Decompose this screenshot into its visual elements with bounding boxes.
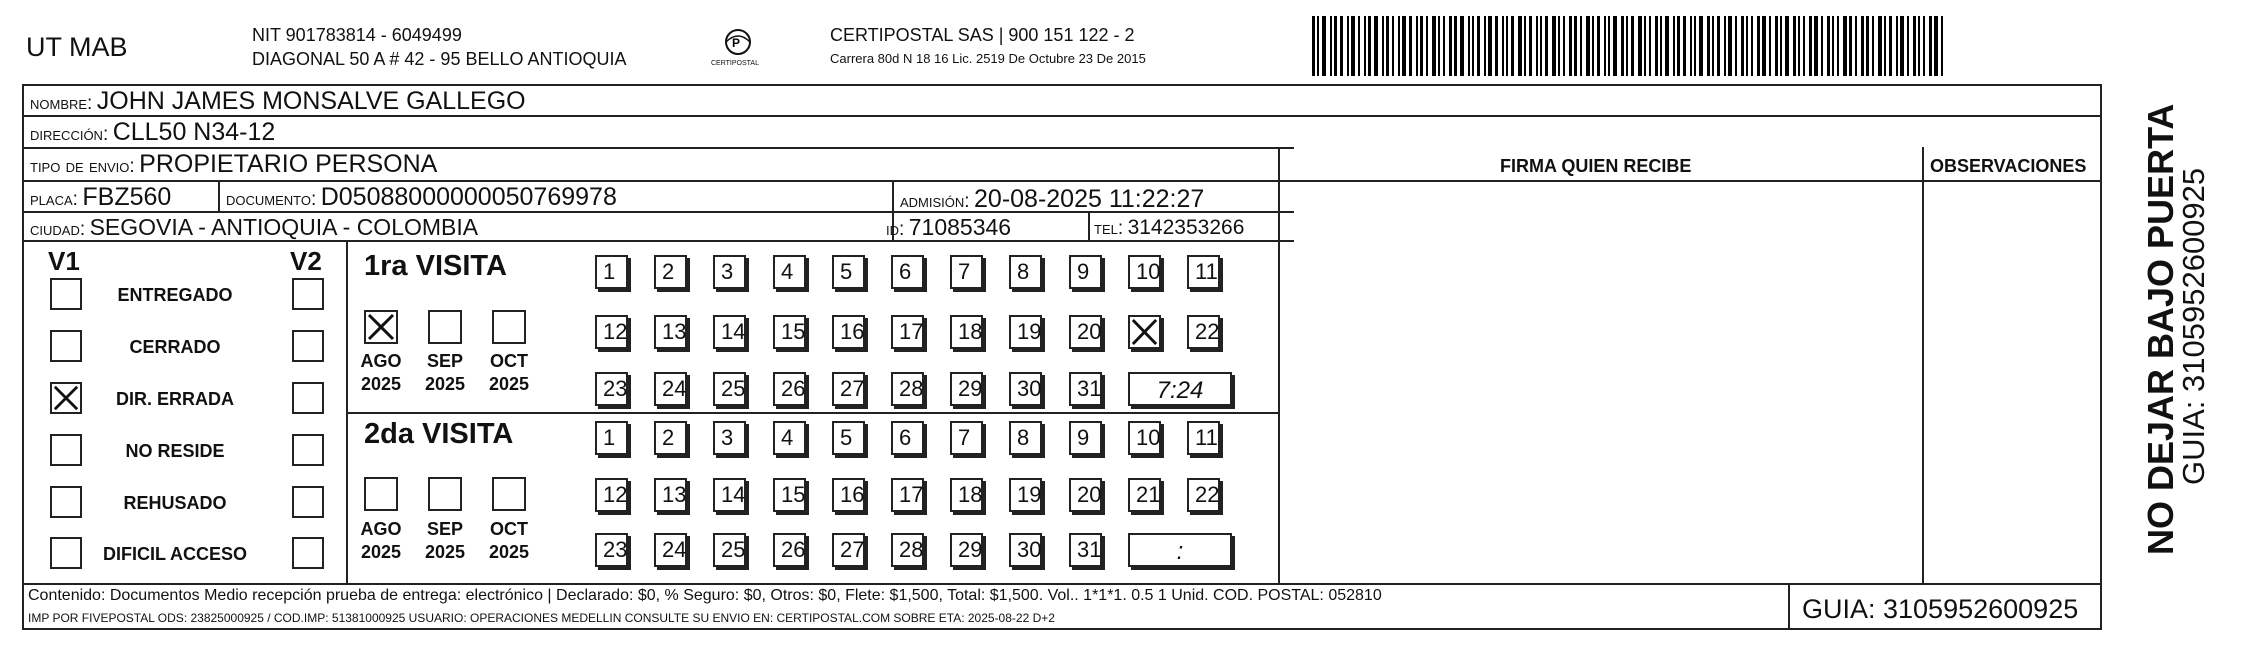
day-box[interactable]: 22 — [1187, 315, 1220, 349]
day-box[interactable]: 5 — [832, 421, 865, 455]
day-box[interactable]: 16 — [832, 478, 865, 512]
barcode-bar — [1746, 16, 1748, 76]
day-box[interactable]: 22 — [1187, 478, 1220, 512]
day-box[interactable]: 14 — [713, 478, 746, 512]
status-v1-checkbox[interactable] — [50, 486, 82, 518]
day-box[interactable]: 3 — [713, 421, 746, 455]
barcode-bar — [1660, 16, 1662, 76]
month-checkbox[interactable] — [364, 477, 398, 511]
documento-label: documento: — [226, 189, 317, 210]
barcode-bar — [1814, 16, 1818, 76]
barcode-bar — [1312, 16, 1315, 76]
barcode-bar — [1563, 16, 1565, 76]
day-box[interactable]: 18 — [950, 315, 983, 349]
visit-time-box[interactable] — [1128, 372, 1232, 406]
admision-row — [900, 187, 1204, 212]
company-nit: NIT 901783814 - 6049499 — [252, 25, 462, 45]
barcode-bar — [1626, 16, 1628, 76]
barcode-bar — [1460, 16, 1464, 76]
barcode-bar — [1809, 16, 1812, 76]
barcode-bar — [1827, 16, 1830, 76]
barcode-bar — [1398, 16, 1400, 76]
tipo-label: tipo de envio: — [30, 156, 135, 177]
barcode-bar — [1374, 16, 1378, 76]
status-v2-checkbox[interactable] — [292, 278, 324, 310]
barcode-bar — [1923, 16, 1925, 76]
barcode-bar — [1929, 16, 1932, 76]
barcode-bar — [1757, 16, 1760, 76]
footer-guia: GUIA: 3105952600925 — [1802, 594, 2079, 624]
barcode-bar — [1798, 16, 1800, 76]
status-v1-checkbox[interactable] — [50, 537, 82, 569]
barcode-bar — [1518, 16, 1522, 76]
day-box[interactable]: 21 — [1128, 478, 1161, 512]
footer-content: Contenido: Documentos Medio recepción prueba de entrega: electrónico | Declarado: $0, % Seguro: $0, Otros: $0, Flete: $1,500, Total: $1,500. Vol.. 1*1*1. 0.5 1 Unid. COD. POSTAL: 052810 — [28, 587, 1382, 604]
day-box[interactable]: 2 — [654, 421, 687, 455]
day-box[interactable]: 5 — [832, 255, 865, 289]
month-year: 2025 — [360, 374, 402, 394]
status-label: ENTREGADO — [117, 285, 233, 305]
v1-header: V1 — [48, 246, 80, 276]
barcode-bar — [1673, 16, 1675, 76]
day-box[interactable]: 18 — [950, 478, 983, 512]
barcode-bar — [1712, 16, 1714, 76]
month-checkbox[interactable] — [364, 310, 398, 344]
barcode-bar — [1724, 16, 1726, 76]
status-label: DIR. ERRADA — [115, 389, 235, 409]
status-label: DIFICIL ACCESO — [102, 544, 248, 564]
admision-label: admisión: — [900, 191, 970, 212]
barcode-bar — [1735, 16, 1737, 76]
documento-value: D05088000000050769978 — [320, 183, 617, 211]
day-box[interactable]: 31 — [1069, 372, 1102, 406]
day-box[interactable]: 2 — [654, 255, 687, 289]
barcode-bar — [1511, 16, 1514, 76]
barcode-bar — [1545, 16, 1548, 76]
barcode-bar — [1677, 16, 1680, 76]
carrier-name: CERTIPOSTAL SAS | 900 151 122 - 2 — [830, 25, 1135, 45]
day-box[interactable]: 13 — [654, 315, 687, 349]
barcode-bar — [1728, 16, 1732, 76]
barcode-bar — [1392, 16, 1394, 76]
day-box[interactable]: 13 — [654, 478, 687, 512]
day-box[interactable]: 26 — [773, 372, 806, 406]
day-box[interactable]: 29 — [950, 533, 983, 567]
barcode-bar — [1631, 16, 1634, 76]
barcode-bar — [1837, 16, 1839, 76]
day-box[interactable]: 8 — [1009, 421, 1042, 455]
visit2-title: 2da VISITA — [364, 418, 514, 450]
barcode-bar — [1793, 16, 1796, 76]
month-label: AGO — [360, 519, 402, 539]
month-year: 2025 — [424, 374, 466, 394]
barcode-bar — [1426, 16, 1428, 76]
status-v2-checkbox[interactable] — [292, 434, 324, 466]
barcode-bar — [1477, 16, 1480, 76]
barcode-bar — [1420, 16, 1423, 76]
ciudad-label: ciudad: — [30, 219, 86, 240]
visit-time-value: 7:24 — [1156, 377, 1204, 404]
month-label: OCT — [490, 519, 528, 539]
day-box[interactable]: 25 — [713, 533, 746, 567]
tel-value: 3142353266 — [1127, 216, 1245, 239]
barcode-bar — [1699, 16, 1703, 76]
tipo-row — [30, 152, 437, 177]
day-box[interactable]: 7 — [950, 255, 983, 289]
month-year: 2025 — [424, 542, 466, 562]
barcode-bar — [1484, 16, 1486, 76]
placa-label: placa: — [30, 189, 78, 210]
visit1-title: 1ra VISITA — [364, 250, 507, 282]
barcode-bar — [1386, 16, 1389, 76]
day-box[interactable]: 19 — [1009, 478, 1042, 512]
barcode-bar — [1569, 16, 1572, 76]
status-v1-checkbox[interactable] — [50, 382, 82, 414]
status-label: REHUSADO — [123, 493, 227, 513]
direccion-label: dirección: — [30, 124, 109, 145]
placa-row — [30, 185, 171, 210]
barcode-bar — [1803, 16, 1805, 76]
day-box[interactable]: 30 — [1009, 533, 1042, 567]
day-box[interactable]: 10 — [1128, 421, 1161, 455]
day-box[interactable]: 27 — [832, 533, 865, 567]
barcode-bar — [1334, 16, 1337, 76]
barcode-bar — [1580, 16, 1582, 76]
visit-time-box[interactable] — [1128, 533, 1232, 567]
barcode-bar — [1665, 16, 1669, 76]
day-box[interactable]: 6 — [891, 421, 924, 455]
barcode-bar — [1913, 16, 1916, 76]
status-v1-checkbox[interactable] — [50, 330, 82, 362]
barcode-bar — [1432, 16, 1436, 76]
day-box[interactable]: 19 — [1009, 315, 1042, 349]
day-box[interactable]: 15 — [773, 478, 806, 512]
status-v1-checkbox[interactable] — [50, 278, 82, 310]
status-v2-checkbox[interactable] — [292, 537, 324, 569]
barcode-bar — [1529, 16, 1532, 76]
status-v2-checkbox[interactable] — [292, 330, 324, 362]
v2-header: V2 — [290, 246, 322, 276]
barcode-bar — [1741, 16, 1744, 76]
barcode-bar — [1683, 16, 1686, 76]
nombre-value: JOHN JAMES MONSALVE GALLEGO — [96, 87, 526, 115]
visit-time-value: : — [1176, 538, 1184, 565]
day-box[interactable]: 14 — [713, 315, 746, 349]
barcode-bar — [1769, 16, 1771, 76]
barcode-bar — [1644, 16, 1646, 76]
direccion-value: CLL50 N34-12 — [112, 118, 276, 146]
day-box[interactable]: 17 — [891, 478, 924, 512]
barcode-bar — [1506, 16, 1508, 76]
barcode-bar — [1330, 16, 1332, 76]
barcode-bar — [1907, 16, 1909, 76]
day-box[interactable] — [1128, 315, 1161, 349]
barcode-bar — [1621, 16, 1624, 76]
barcode-bar — [1468, 16, 1470, 76]
barcode-bar — [1655, 16, 1658, 76]
day-box[interactable]: 20 — [1069, 315, 1102, 349]
side-warning: NO DEJAR BAJO PUERTA — [2140, 103, 2181, 555]
day-box[interactable]: 29 — [950, 372, 983, 406]
month-year: 2025 — [488, 374, 530, 394]
barcode-bar — [1443, 16, 1445, 76]
carrier-license: Carrera 80d N 18 16 Lic. 2519 De Octubre 23 De 2015 — [830, 51, 1146, 66]
month-label: SEP — [426, 519, 464, 539]
barcode-bar — [1884, 16, 1886, 76]
day-box[interactable]: 30 — [1009, 372, 1042, 406]
day-box[interactable]: 28 — [891, 372, 924, 406]
barcode-bar — [1694, 16, 1696, 76]
barcode-bar — [1502, 16, 1504, 76]
ciudad-value: SEGOVIA - ANTIOQUIA - COLOMBIA — [89, 214, 479, 240]
day-box[interactable]: 15 — [773, 315, 806, 349]
barcode-bar — [1592, 16, 1594, 76]
barcode-bar — [1604, 16, 1606, 76]
month-checkbox[interactable] — [428, 310, 462, 344]
barcode-bar — [1690, 16, 1692, 76]
nombre-label: nombre: — [30, 93, 93, 114]
barcode-bar — [1495, 16, 1498, 76]
day-box[interactable]: 26 — [773, 533, 806, 567]
day-box[interactable]: 1 — [595, 421, 628, 455]
direccion-row — [30, 120, 275, 145]
barcode-bar — [1941, 16, 1943, 76]
day-box[interactable]: 4 — [773, 421, 806, 455]
company-name: UT MAB — [26, 32, 128, 62]
day-box[interactable]: 12 — [595, 315, 628, 349]
barcode-bar — [1785, 16, 1789, 76]
barcode-bar — [1536, 16, 1538, 76]
footer-print-info: IMP POR FIVEPOSTAL ODS: 23825000925 / COD.IMP: 51381000925 USUARIO: OPERACIONES MEDELLIN CONSULTE SU ENVIO EN: CERTIPOSTAL.COM SOBRE ETA: 2025-08-22 D+2 — [28, 611, 1055, 625]
month-label: SEP — [426, 351, 464, 371]
status-v2-checkbox[interactable] — [292, 382, 324, 414]
barcode-bar — [1638, 16, 1642, 76]
barcode-bar — [1416, 16, 1418, 76]
barcode-bar — [1351, 16, 1355, 76]
day-box[interactable]: 1 — [595, 255, 628, 289]
id-row — [886, 216, 1011, 239]
barcode-bar — [1409, 16, 1412, 76]
id-value: 71085346 — [908, 214, 1012, 240]
barcode-bar — [1524, 16, 1526, 76]
barcode-bar — [1751, 16, 1753, 76]
certipostal-logo — [708, 26, 768, 70]
barcode-bar — [1613, 16, 1617, 76]
barcode — [1312, 16, 1948, 76]
barcode-bar — [1918, 16, 1920, 76]
status-v1-checkbox[interactable] — [50, 434, 82, 466]
day-box[interactable]: 9 — [1069, 255, 1102, 289]
side-guia: GUIA: 3105952600925 — [2176, 167, 2211, 485]
logo-caption: CERTIPOSTAL — [711, 60, 759, 67]
day-box[interactable]: 20 — [1069, 478, 1102, 512]
month-checkbox[interactable] — [492, 477, 526, 511]
company-address: DIAGONAL 50 A # 42 - 95 BELLO ANTIOQUIA — [252, 49, 627, 69]
month-label: OCT — [490, 351, 528, 371]
barcode-bar — [1900, 16, 1904, 76]
barcode-bar — [1832, 16, 1834, 76]
svg-text:P: P — [732, 36, 741, 50]
month-label: AGO — [360, 351, 402, 371]
barcode-bar — [1707, 16, 1710, 76]
day-box[interactable]: 6 — [891, 255, 924, 289]
barcode-bar — [1454, 16, 1457, 76]
day-box[interactable]: 27 — [832, 372, 865, 406]
day-box[interactable]: 24 — [654, 533, 687, 567]
day-box[interactable]: 23 — [595, 372, 628, 406]
barcode-bar — [1540, 16, 1542, 76]
day-box[interactable]: 4 — [773, 255, 806, 289]
day-box[interactable]: 31 — [1069, 533, 1102, 567]
nombre-row — [30, 89, 526, 114]
barcode-bar — [1574, 16, 1577, 76]
barcode-bar — [1597, 16, 1600, 76]
tel-label: tel: — [1094, 218, 1124, 239]
admision-value: 20-08-2025 11:22:27 — [974, 185, 1205, 213]
barcode-bar — [1861, 16, 1864, 76]
month-checkbox[interactable] — [428, 477, 462, 511]
month-checkbox[interactable] — [492, 310, 526, 344]
day-box[interactable]: 9 — [1069, 421, 1102, 455]
tel-row — [1094, 217, 1244, 238]
day-box[interactable]: 17 — [891, 315, 924, 349]
day-box[interactable]: 3 — [713, 255, 746, 289]
barcode-bar — [1608, 16, 1610, 76]
barcode-bar — [1558, 16, 1560, 76]
barcode-bar — [1775, 16, 1778, 76]
barcode-bar — [1347, 16, 1349, 76]
placa-value: FBZ560 — [82, 183, 172, 211]
barcode-bar — [1889, 16, 1892, 76]
ciudad-row — [30, 216, 478, 239]
barcode-bar — [1586, 16, 1590, 76]
documento-row — [226, 185, 617, 210]
observaciones-header: OBSERVACIONES — [1930, 156, 2087, 176]
barcode-bar — [1855, 16, 1857, 76]
barcode-bar — [1934, 16, 1938, 76]
barcode-bar — [1821, 16, 1823, 76]
barcode-bar — [1649, 16, 1651, 76]
barcode-bar — [1872, 16, 1874, 76]
barcode-bar — [1780, 16, 1782, 76]
barcode-bar — [1552, 16, 1556, 76]
day-box[interactable]: 24 — [654, 372, 687, 406]
tipo-value: PROPIETARIO PERSONA — [139, 150, 438, 178]
month-year: 2025 — [488, 542, 530, 562]
barcode-bar — [1364, 16, 1366, 76]
barcode-bar — [1762, 16, 1766, 76]
barcode-bar — [1317, 16, 1319, 76]
barcode-bar — [1449, 16, 1452, 76]
day-box[interactable]: 10 — [1128, 255, 1161, 289]
day-box[interactable]: 28 — [891, 533, 924, 567]
status-label: NO RESIDE — [125, 441, 225, 461]
firma-header: FIRMA QUIEN RECIBE — [1500, 156, 1692, 176]
barcode-bar — [1843, 16, 1847, 76]
barcode-bar — [1878, 16, 1882, 76]
day-box[interactable]: 11 — [1187, 421, 1220, 455]
barcode-bar — [1488, 16, 1492, 76]
id-label: id: — [886, 219, 905, 240]
barcode-bar — [1340, 16, 1343, 76]
barcode-bar — [1472, 16, 1474, 76]
day-box[interactable]: 8 — [1009, 255, 1042, 289]
month-year: 2025 — [360, 542, 402, 562]
day-box[interactable]: 16 — [832, 315, 865, 349]
day-box[interactable]: 23 — [595, 533, 628, 567]
status-label: CERRADO — [129, 337, 221, 357]
barcode-bar — [1717, 16, 1720, 76]
barcode-bar — [1896, 16, 1898, 76]
day-box[interactable]: 25 — [713, 372, 746, 406]
barcode-bar — [1368, 16, 1371, 76]
barcode-bar — [1382, 16, 1384, 76]
barcode-bar — [1849, 16, 1852, 76]
barcode-bar — [1402, 16, 1406, 76]
barcode-bar — [1438, 16, 1440, 76]
status-v2-checkbox[interactable] — [292, 486, 324, 518]
day-box[interactable]: 12 — [595, 478, 628, 512]
day-box[interactable]: 7 — [950, 421, 983, 455]
barcode-bar — [1866, 16, 1869, 76]
barcode-bar — [1358, 16, 1360, 76]
barcode-bar — [1322, 16, 1326, 76]
day-box[interactable]: 11 — [1187, 255, 1220, 289]
